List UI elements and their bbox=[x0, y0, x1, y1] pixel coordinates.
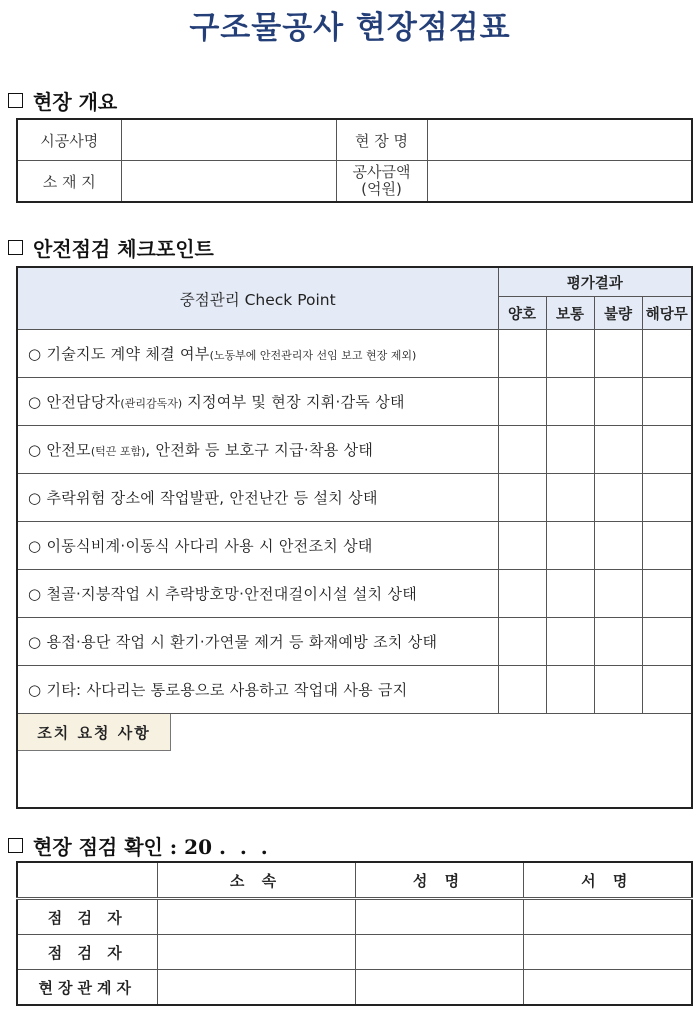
builder-value[interactable] bbox=[121, 119, 336, 161]
action-request-label: 조치 요청 사항 bbox=[18, 714, 171, 751]
checkpoint-row bbox=[17, 618, 692, 666]
eval-cell-poor[interactable] bbox=[594, 330, 642, 378]
checkpoint-table bbox=[16, 266, 693, 809]
builder-label: 시공사명 bbox=[17, 119, 121, 161]
eval-cell-normal[interactable] bbox=[546, 378, 594, 426]
page-title: 구조물공사 현장점검표 bbox=[189, 10, 511, 46]
eval-cell-good[interactable] bbox=[498, 570, 546, 618]
checkpoint-row bbox=[17, 522, 692, 570]
checkpoint-item-rest: 지정여부 및 현장 지휘·감독 상태 bbox=[182, 393, 405, 411]
confirm-table bbox=[16, 861, 693, 1006]
eval-cell-poor[interactable] bbox=[594, 570, 642, 618]
checkpoint-item-main: ○ 안전모 bbox=[28, 441, 91, 459]
eval-cell-normal[interactable] bbox=[546, 522, 594, 570]
eval-cell-na[interactable] bbox=[642, 666, 692, 714]
eval-cell-good[interactable] bbox=[498, 522, 546, 570]
site-value[interactable] bbox=[427, 119, 692, 161]
confirm-header-blank bbox=[17, 862, 157, 899]
eval-cell-poor[interactable] bbox=[594, 378, 642, 426]
eval-header-na: 해당무 bbox=[642, 297, 692, 330]
checkpoints-heading: 안전점검 체크포인트 bbox=[33, 237, 214, 261]
eval-header-normal: 보통 bbox=[546, 297, 594, 330]
eval-cell-normal[interactable] bbox=[546, 618, 594, 666]
confirm-heading: 현장 점검 확인 : 20 . . . bbox=[33, 835, 268, 859]
confirm-cell-signature[interactable] bbox=[523, 970, 692, 1006]
checkpoint-item-main: ○ 안전담당자 bbox=[28, 393, 121, 411]
confirm-cell-name[interactable] bbox=[355, 970, 523, 1006]
location-value[interactable] bbox=[121, 161, 336, 203]
overview-heading: 현장 개요 bbox=[33, 90, 118, 114]
checkbox-square-icon bbox=[8, 93, 23, 108]
confirm-header-affiliation: 소 속 bbox=[157, 862, 355, 899]
checkpoint-row bbox=[17, 378, 692, 426]
checkpoint-item-text bbox=[17, 378, 498, 426]
eval-header-poor: 불량 bbox=[594, 297, 642, 330]
checkpoint-item-text bbox=[17, 666, 498, 714]
checkpoint-item-text bbox=[17, 426, 498, 474]
overview-table bbox=[16, 118, 693, 203]
confirm-cell-affiliation[interactable] bbox=[157, 935, 355, 970]
checkpoint-column-header: 중점관리 Check Point bbox=[17, 267, 498, 330]
checkbox-square-icon bbox=[8, 838, 23, 853]
section-heading-checkpoints bbox=[8, 233, 214, 262]
eval-cell-na[interactable] bbox=[642, 426, 692, 474]
eval-cell-normal[interactable] bbox=[546, 474, 594, 522]
checkpoint-row bbox=[17, 666, 692, 714]
eval-cell-poor[interactable] bbox=[594, 522, 642, 570]
checkpoint-item-main: ○ 기술지도 계약 체결 여부 bbox=[28, 345, 210, 363]
eval-cell-poor[interactable] bbox=[594, 618, 642, 666]
checkpoint-item-main: ○ 이동식비계·이동식 사다리 사용 시 안전조치 상태 bbox=[28, 537, 373, 555]
checkbox-square-icon bbox=[8, 240, 23, 255]
section-heading-overview bbox=[8, 86, 117, 115]
confirm-header-name: 성 명 bbox=[355, 862, 523, 899]
eval-cell-poor[interactable] bbox=[594, 426, 642, 474]
confirm-cell-affiliation[interactable] bbox=[157, 970, 355, 1006]
eval-cell-poor[interactable] bbox=[594, 474, 642, 522]
checkpoint-item-note: (노동부에 안전관리자 선임 보고 현장 제외) bbox=[209, 349, 417, 362]
checkpoint-item-main: ○ 용접·용단 작업 시 환기·가연물 제거 등 화재예방 조치 상태 bbox=[28, 633, 438, 651]
eval-cell-normal[interactable] bbox=[546, 426, 594, 474]
confirm-cell-signature[interactable] bbox=[523, 935, 692, 970]
checkpoint-item-note: (관리감독자) bbox=[120, 397, 183, 410]
eval-cell-good[interactable] bbox=[498, 474, 546, 522]
amount-value[interactable] bbox=[427, 161, 692, 203]
evaluation-group-header: 평가결과 bbox=[498, 267, 692, 297]
eval-cell-na[interactable] bbox=[642, 570, 692, 618]
amount-label-line2: (억원) bbox=[361, 180, 402, 198]
amount-label-line1: 공사금액 bbox=[352, 163, 411, 181]
checkpoint-item-note: (턱끈 포함) bbox=[90, 445, 146, 458]
checkpoint-item-main: ○ 철골·지붕작업 시 추락방호망·안전대걸이시설 설치 상태 bbox=[28, 585, 418, 603]
eval-cell-good[interactable] bbox=[498, 426, 546, 474]
amount-label bbox=[336, 161, 427, 203]
checkpoint-row bbox=[17, 570, 692, 618]
section-heading-confirm bbox=[8, 831, 268, 860]
checkpoint-item-rest: , 안전화 등 보호구 지급·착용 상태 bbox=[145, 441, 374, 459]
eval-cell-good[interactable] bbox=[498, 618, 546, 666]
eval-cell-good[interactable] bbox=[498, 666, 546, 714]
eval-header-good: 양호 bbox=[498, 297, 546, 330]
checkpoint-item-main: ○ 기타: 사다리는 통로용으로 사용하고 작업대 사용 금지 bbox=[28, 681, 408, 699]
checkpoint-row bbox=[17, 474, 692, 522]
eval-cell-good[interactable] bbox=[498, 330, 546, 378]
eval-cell-normal[interactable] bbox=[546, 330, 594, 378]
action-request-area[interactable] bbox=[17, 714, 692, 809]
eval-cell-na[interactable] bbox=[642, 330, 692, 378]
eval-cell-good[interactable] bbox=[498, 378, 546, 426]
confirm-cell-name[interactable] bbox=[355, 899, 523, 935]
eval-cell-normal[interactable] bbox=[546, 570, 594, 618]
confirm-cell-name[interactable] bbox=[355, 935, 523, 970]
eval-cell-poor[interactable] bbox=[594, 666, 642, 714]
checkpoint-row bbox=[17, 330, 692, 378]
confirm-row-label: 점 검 자 bbox=[17, 899, 157, 935]
confirm-cell-signature[interactable] bbox=[523, 899, 692, 935]
eval-cell-na[interactable] bbox=[642, 378, 692, 426]
confirm-row bbox=[17, 970, 692, 1006]
checkpoint-item-text bbox=[17, 618, 498, 666]
site-label: 현 장 명 bbox=[336, 119, 427, 161]
confirm-row-label: 현장관계자 bbox=[17, 970, 157, 1006]
confirm-cell-affiliation[interactable] bbox=[157, 899, 355, 935]
checkpoint-item-main: ○ 추락위험 장소에 작업발판, 안전난간 등 설치 상태 bbox=[28, 489, 378, 507]
checkpoint-row bbox=[17, 426, 692, 474]
location-label: 소 재 지 bbox=[17, 161, 121, 203]
confirm-row bbox=[17, 899, 692, 935]
eval-cell-normal[interactable] bbox=[546, 666, 594, 714]
confirm-row bbox=[17, 935, 692, 970]
checkpoint-item-text bbox=[17, 330, 498, 378]
checkpoint-item-text bbox=[17, 474, 498, 522]
confirm-row-label: 점 검 자 bbox=[17, 935, 157, 970]
checkpoint-item-text bbox=[17, 522, 498, 570]
eval-cell-na[interactable] bbox=[642, 522, 692, 570]
checkpoint-item-text bbox=[17, 570, 498, 618]
confirm-header-signature: 서 명 bbox=[523, 862, 692, 899]
eval-cell-na[interactable] bbox=[642, 618, 692, 666]
eval-cell-na[interactable] bbox=[642, 474, 692, 522]
